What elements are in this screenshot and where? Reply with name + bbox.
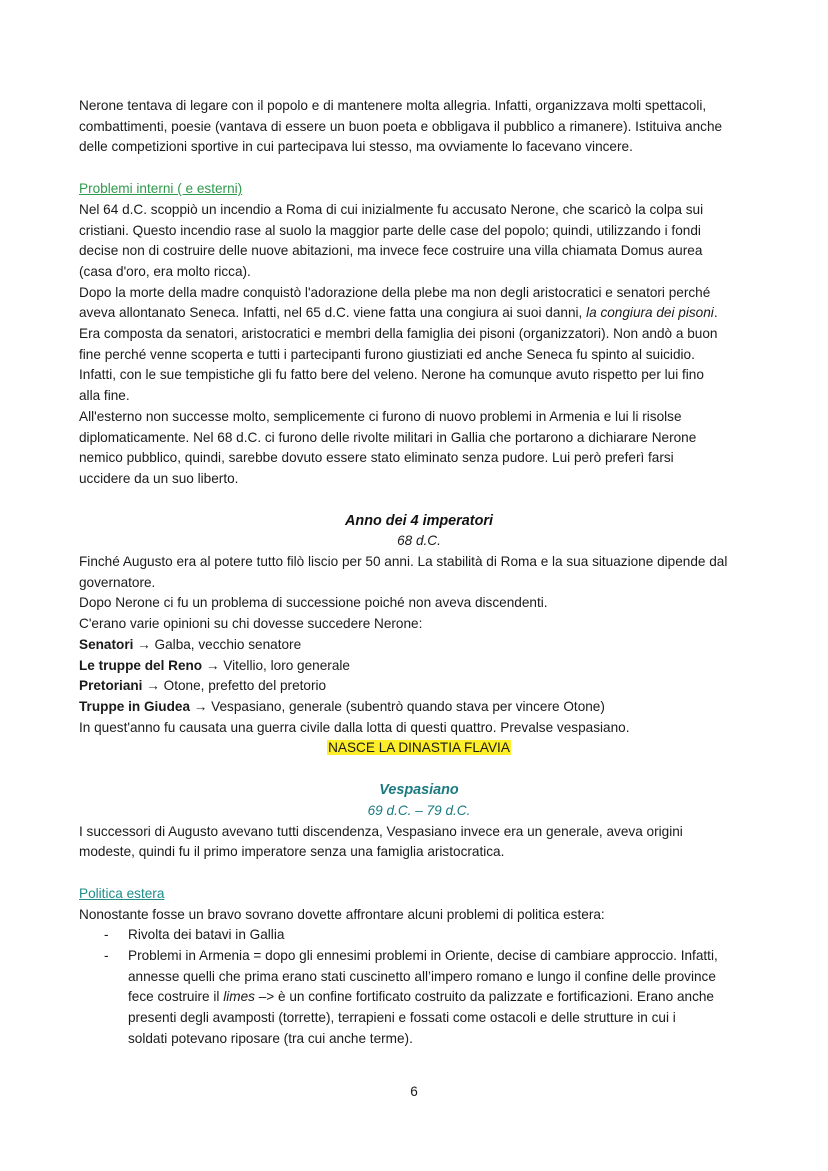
politica-list bbox=[79, 925, 759, 1049]
anno-section bbox=[79, 511, 759, 759]
text-line: Finché Augusto era al potere tutto filò liscio per 50 anni. La stabilità di Roma e la sua situazione dipende dal bbox=[79, 554, 728, 570]
text-line: Dopo la morte della madre conquistò l'adorazione della plebe ma non degli aristocratici e senatori perché bbox=[79, 284, 711, 300]
successor-item: Le truppe del Reno → Vitellio, loro generale bbox=[79, 657, 350, 673]
text-line: governatore. bbox=[79, 574, 156, 590]
text-line: diplomaticamente. Nel 68 d.C. ci furono delle rivolte militari in Gallia che portarono a dichiarare Nerone bbox=[79, 429, 697, 445]
vespasiano-section bbox=[79, 780, 759, 863]
problemi-section bbox=[79, 179, 759, 490]
text-line: aveva allontanato Seneca. Infatti, nel 65 d.C. viene fatta una congiura ai suoi danni, la congiura dei pisoni. bbox=[79, 305, 718, 321]
text-line: C'erano varie opinioni su chi dovesse succedere Nerone: bbox=[79, 616, 423, 632]
intro-paragraph bbox=[79, 96, 759, 158]
text-line: delle competizioni sportive in cui partecipava lui stesso, ma ovviamente lo facevano vincere. bbox=[79, 139, 633, 155]
text-line: (casa d'oro, era molto ricca). bbox=[79, 263, 251, 279]
text-line: In quest'anno fu causata una guerra civile dalla lotta di questi quattro. Prevalse vespasiano. bbox=[79, 719, 630, 735]
page-number: 6 bbox=[410, 1084, 418, 1099]
anno-title: Anno dei 4 imperatori bbox=[345, 512, 493, 529]
text-line: Nerone tentava di legare con il popolo e di mantenere molta allegria. Infatti, organizzava molti spettacoli, bbox=[79, 98, 707, 113]
text-line: Nonostante fosse un bravo sovrano dovette affrontare alcuni problemi di politica estera: bbox=[79, 906, 605, 922]
successor-item: Truppe in Giudea → Vespasiano, generale (subentrò quando stava per vincere Otone) bbox=[79, 698, 605, 714]
text-line: fine perché venne scoperta e tutti i partecipanti furono giustiziati ed anche Seneca fu spinto al suicidio. bbox=[79, 346, 695, 362]
vespasiano-title: Vespasiano bbox=[379, 782, 459, 799]
text-line: decise non di costruire delle nuove abitazioni, ma invece fece costruire una villa chiamata Domus aurea bbox=[79, 243, 703, 259]
text-line: nemico pubblico, quindi, sarebbe dovuto essere stato eliminato senza pudore. Lui però preferì farsi bbox=[79, 450, 674, 466]
text-line: alla fine. bbox=[79, 388, 130, 404]
text-line: Era composta da senatori, aristocratici e membri della famiglia dei pisoni (organizzatori). Non andò a buon bbox=[79, 326, 718, 342]
limes-italic: limes bbox=[223, 989, 255, 1005]
anno-date: 68 d.C. bbox=[397, 533, 441, 549]
text-line: uccidere da un suo liberto. bbox=[79, 470, 239, 486]
text-line: combattimenti, poesie (vantava di essere un buon poeta e obbligava il pubblico a rimanere). Istituiva anche bbox=[79, 118, 723, 134]
successor-item: Pretoriani → Otone, prefetto del pretorio bbox=[79, 678, 327, 694]
text-line: Dopo Nerone ci fu un problema di successione poiché non aveva discendenti. bbox=[79, 595, 548, 611]
congiura-italic: la congiura dei pisoni bbox=[586, 305, 714, 321]
text-line: Nel 64 d.C. scoppiò un incendio a Roma di cui inizialmente fu accusato Nerone, che scaricò la colpa sui bbox=[79, 201, 704, 217]
text-line: Infatti, con le sue tempistiche gli fu fatto bere del veleno. Nerone ha comunque avuto rispetto per lui fino bbox=[79, 367, 704, 383]
list-item: - Rivolta dei batavi in Gallia bbox=[104, 927, 285, 943]
politica-section bbox=[79, 884, 759, 1050]
document-page bbox=[79, 96, 759, 1050]
dinastia-highlight: NASCE LA DINASTIA FLAVIA bbox=[328, 740, 510, 756]
list-item: - Problemi in Armenia = dopo gli ennesimi problemi in Oriente, decise di cambiare approccio. Infatti, annesse quelli che prima erano stati cuscinetto all’impero romano e lungo il confine delle province fece costruire il limes –> è un confine fortificato costruito da palizzate e fortificazioni. Erano anche presenti degli avamposti (torrette), terrapieni e fossati come ostacoli e delle strutture in cui i soldati potevano riposare (tra cui anche terme). bbox=[104, 948, 718, 1046]
text-line: cristiani. Questo incendio rase al suolo la maggior parte delle case del popolo; quindi, utilizzando i fondi bbox=[79, 222, 701, 238]
politica-heading: Politica estera bbox=[79, 885, 165, 901]
text-line: I successori di Augusto avevano tutti discendenza, Vespasiano invece era un generale, aveva origini bbox=[79, 823, 683, 839]
problemi-heading: Problemi interni ( e esterni) bbox=[79, 181, 243, 197]
successor-item: Senatori → Galba, vecchio senatore bbox=[79, 636, 302, 652]
text-line: All'esterno non successe molto, semplicemente ci furono di nuovo problemi in Armenia e lui li risolse bbox=[79, 408, 682, 424]
text-line: modeste, quindi fu il primo imperatore senza una famiglia aristocratica. bbox=[79, 844, 505, 860]
vespasiano-date: 69 d.C. – 79 d.C. bbox=[367, 802, 471, 818]
